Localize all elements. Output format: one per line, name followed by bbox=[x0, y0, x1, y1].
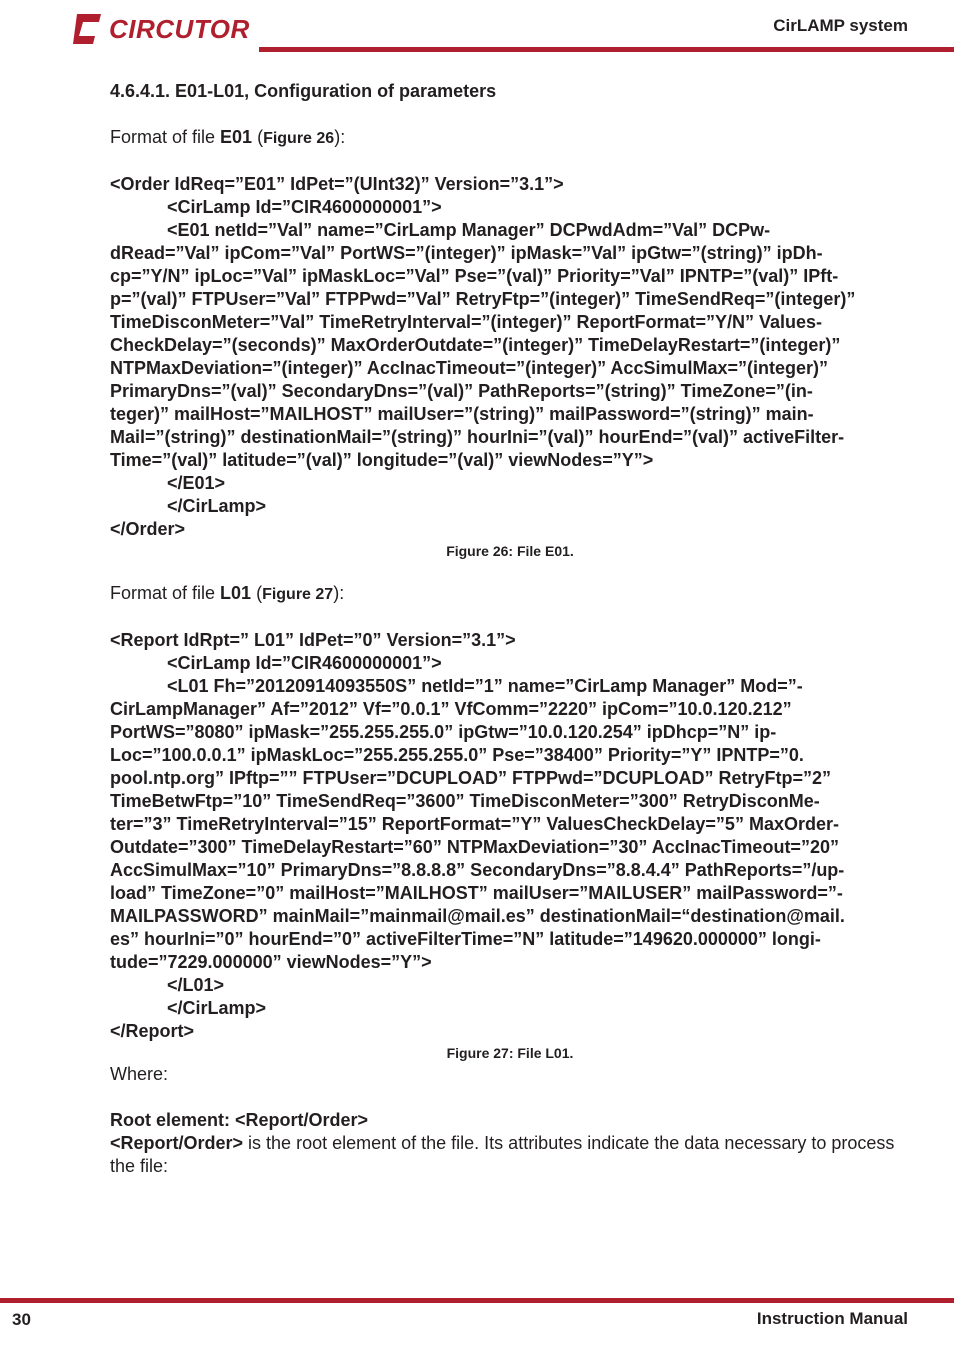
l01-intro-close: ): bbox=[333, 583, 345, 603]
code-line: ter=”3” TimeRetryInterval=”15” ReportFormat=”Y” ValuesCheckDelay=”5” MaxOrder- bbox=[110, 814, 839, 834]
code-line: <CirLamp Id=”CIR4600000001”> bbox=[167, 653, 442, 673]
brand-name: CIRCUTOR bbox=[109, 13, 250, 44]
code-line: CirLampManager” Af=”2012” Vf=”0.0.1” VfComm=”2220” ipCom=”10.0.120.212” bbox=[110, 699, 792, 719]
figure-27-caption: Figure 27: File L01. bbox=[446, 1045, 574, 1061]
code-line: </Report> bbox=[110, 1021, 195, 1041]
brand-logo bbox=[71, 12, 250, 46]
code-line: teger)” mailHost=”MAILHOST” mailUser=”(string)” mailPassword=”(string)” main- bbox=[110, 404, 814, 424]
code-line: pool.ntp.org” IPftp=”” FTPUser=”DCUPLOAD” FTPPwd=”DCUPLOAD” RetryFtp=”2” bbox=[110, 768, 832, 788]
code-line: Time=”(val)” latitude=”(val)” longitude=”(val)” viewNodes=”Y”> bbox=[110, 450, 654, 470]
code-line: <CirLamp Id=”CIR4600000001”> bbox=[167, 197, 442, 217]
footer-doc-type: Instruction Manual bbox=[756, 1309, 908, 1328]
root-element-tag: <Report/Order> bbox=[110, 1133, 244, 1153]
document-title: CirLAMP system bbox=[773, 16, 908, 35]
root-element-text: is the root element of the file. Its attributes indicate the data necessary to process the file: bbox=[110, 1133, 895, 1176]
l01-intro bbox=[110, 582, 910, 606]
footer-divider bbox=[0, 1298, 954, 1303]
code-line: TimeDisconMeter=”Val” TimeRetryInterval=”(integer)” ReportFormat=”Y/N” Values- bbox=[110, 312, 823, 332]
code-line: <Report IdRpt=” L01” IdPet=”0” Version=”3.1”> bbox=[110, 630, 516, 650]
code-line: es” hourIni=”0” hourEnd=”0” activeFilterTime=”N” latitude=”149620.000000” longi- bbox=[110, 929, 821, 949]
code-line: MAILPASSWORD” mainMail=”mainmail@mail.es” destinationMail=“destination@mail. bbox=[110, 906, 845, 926]
code-line: </L01> bbox=[167, 975, 225, 995]
code-line: PortWS=”8080” ipMask=”255.255.255.0” ipGtw=”10.0.120.254” ipDhcp=”N” ip- bbox=[110, 722, 777, 742]
code-line: TimeBetwFtp=”10” TimeSendReq=”3600” TimeDisconMeter=”300” RetryDisconMe- bbox=[110, 791, 820, 811]
code-line: Loc=”100.0.0.1” ipMaskLoc=”255.255.255.0” Pse=”38400” Priority=”Y” IPNTP=”0. bbox=[110, 745, 804, 765]
code-line: CheckDelay=”(seconds)” MaxOrderOutdate=”(integer)” TimeDelayRestart=”(integer)” bbox=[110, 335, 841, 355]
code-line: AccSimulMax=”10” PrimaryDns=”8.8.8.8” SecondaryDns=”8.8.4.4” PathReports=”/up- bbox=[110, 860, 845, 880]
page-content bbox=[110, 80, 910, 1178]
where-label: Where: bbox=[110, 1064, 169, 1084]
code-line: </E01> bbox=[167, 473, 226, 493]
e01-code-block bbox=[110, 173, 910, 541]
e01-intro-text: Format of file bbox=[110, 127, 221, 147]
code-line: Outdate=”300” TimeDelayRestart=”60” NTPMaxDeviation=”30” AccInacTimeout=”20” bbox=[110, 837, 839, 857]
e01-file-name: E01 bbox=[220, 127, 253, 147]
l01-code-block bbox=[110, 629, 910, 1043]
e01-intro bbox=[110, 126, 910, 150]
root-element-description bbox=[110, 1132, 910, 1178]
header-divider bbox=[259, 47, 954, 52]
e01-intro-close: ): bbox=[334, 127, 346, 147]
root-element-heading: Root element: <Report/Order> bbox=[110, 1110, 369, 1130]
circutor-logo-icon bbox=[71, 12, 105, 46]
section-heading: 4.6.4.1. E01-L01, Configuration of parameters bbox=[110, 81, 497, 101]
l01-file-name: L01 bbox=[220, 583, 252, 603]
page-number: 30 bbox=[12, 1310, 31, 1329]
code-line: load” TimeZone=”0” mailHost=”MAILHOST” mailUser=”MAILUSER” mailPassword=”- bbox=[110, 883, 843, 903]
l01-figure-ref[interactable]: Figure 27 bbox=[262, 586, 334, 603]
code-line: Mail=”(string)” destinationMail=”(string)” hourIni=”(val)” hourEnd=”(val)” activeFilter- bbox=[110, 427, 845, 447]
code-line: NTPMaxDeviation=”(integer)” AccInacTimeout=”(integer)” AccSimulMax=”(integer)” bbox=[110, 358, 828, 378]
l01-intro-open: ( bbox=[251, 583, 263, 603]
e01-intro-open: ( bbox=[252, 127, 264, 147]
code-line: <E01 netId=”Val” name=”CirLamp Manager” DCPwdAdm=”Val” DCPw- bbox=[167, 220, 771, 240]
code-line: <Order IdReq=”E01” IdPet=”(UInt32)” Version=”3.1”> bbox=[110, 174, 564, 194]
code-line: </CirLamp> bbox=[167, 496, 267, 516]
figure-26-caption: Figure 26: File E01. bbox=[446, 543, 574, 559]
code-line: p=”(val)” FTPUser=”Val” FTPPwd=”Val” RetryFtp=”(integer)” TimeSendReq=”(integer)” bbox=[110, 289, 856, 309]
code-line: PrimaryDns=”(val)” SecondaryDns=”(val)” PathReports=”(string)” TimeZone=”(in- bbox=[110, 381, 813, 401]
code-line: </CirLamp> bbox=[167, 998, 267, 1018]
e01-figure-ref[interactable]: Figure 26 bbox=[263, 130, 335, 147]
code-line: tude=”7229.000000” viewNodes=”Y”> bbox=[110, 952, 432, 972]
code-line: cp=”Y/N” ipLoc=”Val” ipMaskLoc=”Val” Pse=”(val)” Priority=”Val” IPNTP=”(val)” IPft- bbox=[110, 266, 839, 286]
l01-intro-text: Format of file bbox=[110, 583, 221, 603]
code-line: </Order> bbox=[110, 519, 186, 539]
code-line: <L01 Fh=”20120914093550S” netId=”1” name=”CirLamp Manager” Mod=”- bbox=[167, 676, 803, 696]
code-line: dRead=”Val” ipCom=”Val” PortWS=”(integer)” ipMask=”Val” ipGtw=”(string)” ipDh- bbox=[110, 243, 823, 263]
